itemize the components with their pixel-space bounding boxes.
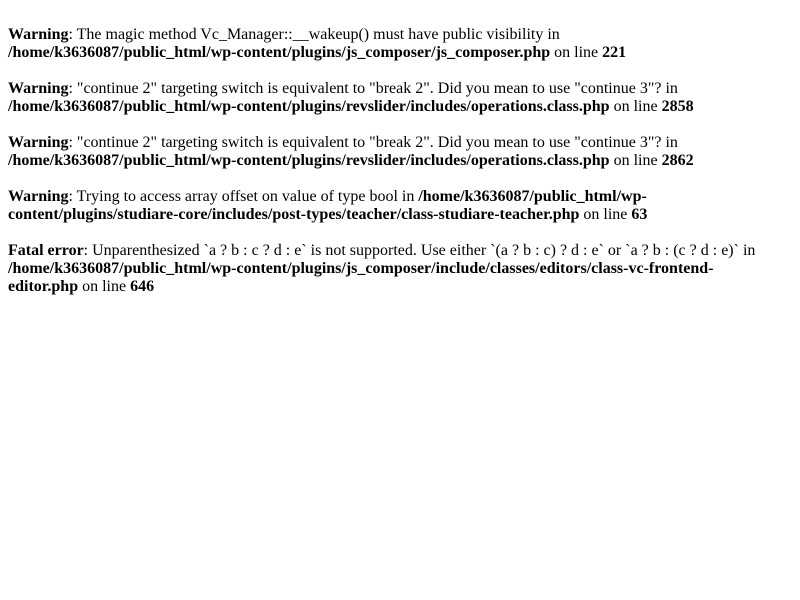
fatal-error-message: [8, 242, 776, 296]
line-number: 221: [602, 44, 627, 61]
on-line-text: on line: [579, 206, 632, 223]
file-path: /home/k3636087/public_html/wp-content/plugins/studiare-core/includes/post-types/teacher/class-studiare-teacher.php: [8, 188, 647, 223]
message-level: Warning: [8, 188, 69, 205]
line-number: 646: [130, 278, 155, 295]
message-text: : The magic method Vc_Manager::__wakeup() must have public visibility in: [68, 26, 560, 43]
line-number: 2862: [661, 152, 694, 169]
file-path: /home/k3636087/public_html/wp-content/plugins/revslider/includes/operations.class.php: [8, 98, 610, 115]
file-path: /home/k3636087/public_html/wp-content/plugins/js_composer/include/classes/editors/class-vc-frontend-editor.php: [8, 260, 714, 295]
message-level: Fatal error: [8, 242, 84, 259]
warning-message: [8, 26, 776, 62]
file-path: /home/k3636087/public_html/wp-content/plugins/js_composer/js_composer.php: [8, 44, 551, 61]
warning-message: [8, 134, 776, 170]
line-number: 2858: [661, 98, 694, 115]
message-text: : Trying to access array offset on value of type bool in: [68, 188, 419, 205]
message-level: Warning: [8, 26, 69, 43]
on-line-text: on line: [550, 44, 603, 61]
warning-message: [8, 80, 776, 116]
message-level: Warning: [8, 134, 69, 151]
file-path: /home/k3636087/public_html/wp-content/plugins/revslider/includes/operations.class.php: [8, 152, 610, 169]
message-text: : "continue 2" targeting switch is equivalent to "break 2". Did you mean to use "continue 3"? in: [68, 134, 678, 151]
line-number: 63: [631, 206, 648, 223]
warning-message: [8, 188, 776, 224]
message-level: Warning: [8, 80, 69, 97]
message-text: : Unparenthesized `a ? b : c ? d : e` is not supported. Use either `(a ? b : c) ? d : e` or `a ? b : (c ? d : e)` in: [83, 242, 756, 259]
on-line-text: on line: [609, 98, 662, 115]
on-line-text: on line: [609, 152, 662, 169]
on-line-text: on line: [78, 278, 131, 295]
php-error-output: [0, 0, 784, 296]
message-text: : "continue 2" targeting switch is equivalent to "break 2". Did you mean to use "continue 3"? in: [68, 80, 678, 97]
